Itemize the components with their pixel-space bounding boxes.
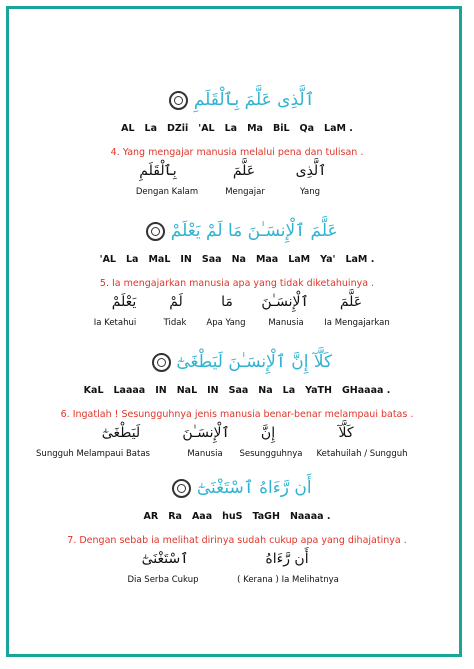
verse-arabic-text: ٱلَّذِى عَلَّمَ بِٱلْقَلَمِ [193,90,315,110]
word-meaning: Dia Serba Cukup [127,575,199,585]
transliteration-syllable: Ra [168,511,182,522]
transliteration-syllable: Saa [201,254,222,265]
transliteration-syllable: TaGH [252,511,280,522]
transliteration-syllable: IN [155,385,167,396]
word-meaning: Yang [299,187,321,197]
word-meaning-row [0,449,474,463]
verse-block [0,474,474,589]
verse-translation: 6. Ingatlah ! Sesungguhnya jenis manusia benar-benar melampaui batas . [60,409,414,420]
verse-block [0,86,474,201]
word-meaning: Mengajar [225,187,265,197]
transliteration-syllable: 'AL [198,123,215,134]
word-meaning-row [0,575,474,589]
word-arabic: ٱلْإِنسَـٰنَ [182,425,230,441]
transliteration-syllable: GHaaaa . [342,385,391,396]
word-meaning: Manusia [187,449,223,459]
transliteration-line [0,121,474,137]
transliteration-syllable: 'AL [99,254,116,265]
transliteration-syllable: Ma [247,123,263,134]
verse-arabic [0,348,474,376]
transliteration-syllable: Ya' [320,254,336,265]
word-arabic: كَلَّآ [338,425,354,441]
transliteration-syllable: Saa [228,385,249,396]
transliteration-syllable: MaL [148,254,171,265]
transliteration-syllable: Laaaa [113,385,146,396]
word-meaning: Apa Yang [206,318,246,328]
transliteration-syllable: huS [222,511,243,522]
verse-number-icon [146,222,165,241]
transliteration-syllable: La [282,385,296,396]
transliteration-syllable: AR [143,511,159,522]
word-meaning: Ketahuilah / Sungguh [316,449,408,459]
verse-number-icon [169,91,188,110]
verse-translation: 7. Dengan sebab ia melihat dirinya sudah cukup apa yang dihajatinya . [67,535,407,546]
word-arabic: أَن رَّءَاهُ [265,551,309,567]
transliteration-syllable: Na [231,254,246,265]
verse-translation: 4. Yang mengajar manusia melalui pena dan tulisan . [110,147,364,158]
word-meaning: Ia Mengajarkan [324,318,390,328]
transliteration-syllable: DZii [167,123,189,134]
word-arabic: بِٱلْقَلَمِ [139,163,177,179]
transliteration-syllable: Maa [255,254,279,265]
transliteration-syllable: IN [207,385,219,396]
transliteration-syllable: NaL [176,385,198,396]
word-arabic-row [0,549,474,569]
word-arabic: عَلَّمَ [339,294,363,310]
transliteration-syllable: IN [180,254,192,265]
verse-arabic [0,217,474,245]
verse-number-icon [172,479,191,498]
word-meaning: Ia Ketahui [93,318,137,328]
transliteration-syllable: AL [121,123,135,134]
verse-arabic [0,86,474,114]
transliteration-syllable: LaM . [345,254,375,265]
verse-block [0,348,474,463]
transliteration-syllable: Naaaa . [289,511,331,522]
word-arabic: يَعْلَمْ [111,294,137,310]
word-arabic: لَمْ [169,294,183,310]
word-arabic-row [0,161,474,181]
transliteration-syllable: La [144,123,157,134]
word-arabic-row [0,292,474,312]
transliteration-syllable: La [224,123,238,134]
word-arabic: مَا [221,294,233,310]
word-arabic: ٱسْتَغْنَىٰٓ [141,551,189,567]
verse-arabic [0,474,474,502]
transliteration-syllable: KaL [83,385,104,396]
transliteration-line [0,383,474,399]
transliteration-syllable: Qa [299,123,315,134]
word-meaning: Sesungguhnya [239,449,303,459]
word-arabic: ٱلَّذِى [295,163,327,179]
transliteration-syllable: La [126,254,139,265]
word-meaning: Dengan Kalam [135,187,199,197]
word-meaning-row [0,318,474,332]
word-meaning: Manusia [268,318,304,328]
transliteration-syllable: Na [258,385,273,396]
transliteration-syllable: LaM . [324,123,353,134]
transliteration-line [0,252,474,268]
word-meaning: Tidak [163,318,187,328]
verse-translation: 5. Ia mengajarkan manusia apa yang tidak diketahuinya . [99,278,375,289]
word-arabic: ٱلْإِنسَـٰنَ [261,294,309,310]
verse-number-icon [152,353,171,372]
word-meaning: ( Kerana ) Ia Melihatnya [237,575,339,585]
word-meaning-row [0,187,474,201]
word-arabic-row [0,423,474,443]
transliteration-syllable: Aaa [191,511,213,522]
word-arabic: إِنَّ [260,425,276,441]
word-arabic: لَيَطْغَىٰٓ [101,425,141,441]
transliteration-syllable: BiL [272,123,290,134]
transliteration-syllable: YaTH [305,385,332,396]
verse-arabic-text: عَلَّمَ ٱلْإِنسَـٰنَ مَا لَمْ يَعْلَمْ [170,221,338,241]
verse-block [0,217,474,332]
word-arabic: عَلَّمَ [232,163,256,179]
verse-arabic-text: كَلَّآ إِنَّ ٱلْإِنسَـٰنَ لَيَطْغَىٰٓ [176,352,333,372]
verse-arabic-text: أَن رَّءَاهُ ٱسْتَغْنَىٰٓ [196,478,312,498]
transliteration-line [0,509,474,525]
word-meaning: Sungguh Melampaui Batas [36,449,150,459]
transliteration-syllable: LaM [288,254,311,265]
